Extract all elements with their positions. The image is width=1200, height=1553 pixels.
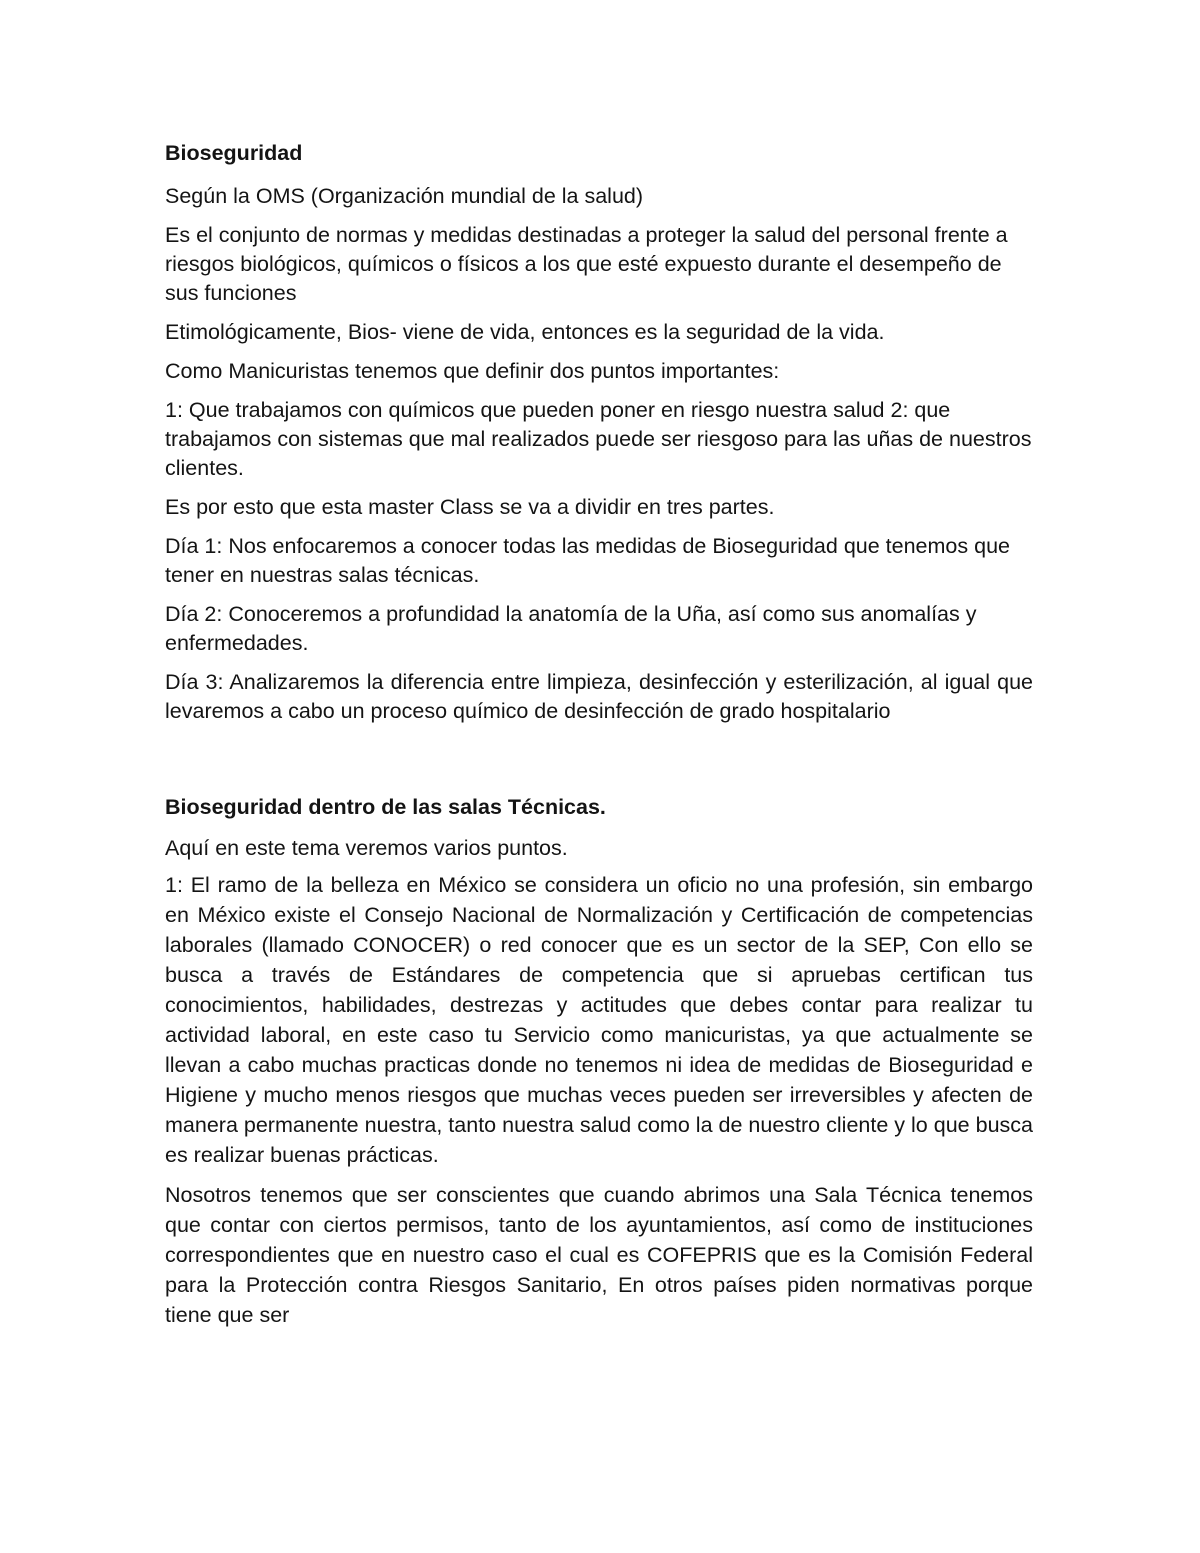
paragraph-definition: Es el conjunto de normas y medidas destinadas a proteger la salud del personal frente a riesgos biológicos, químicos o físicos a los que esté expuesto durante el desempeño de sus funciones bbox=[165, 223, 1008, 305]
paragraph-permits: Nosotros tenemos que ser conscientes que cuando abrimos una Sala Técnica tenemos que contar con ciertos permisos, tanto de los ayuntamientos, así como de instituciones correspondientes que en nuestro caso el cual es COFEPRIS que es la Comisión Federal para la Protección contra Riesgos Sanitario, En otros países piden normativas porque tiene que ser bbox=[165, 1183, 1033, 1327]
paragraph-day-2: Día 2: Conoceremos a profundidad la anatomía de la Uña, así como sus anomalías y enfermedades. bbox=[165, 602, 977, 655]
section-heading: Bioseguridad bbox=[165, 141, 303, 165]
paragraph-oms-source: Según la OMS (Organización mundial de la salud) bbox=[165, 184, 644, 208]
paragraph-day-1: Día 1: Nos enfocaremos a conocer todas las medidas de Bioseguridad que tenemos que tener en nuestras salas técnicas. bbox=[165, 534, 1010, 587]
paragraph-etymology: Etimológicamente, Bios- viene de vida, entonces es la seguridad de la vida. bbox=[165, 320, 885, 344]
section-salas-tecnicas bbox=[165, 792, 1033, 1330]
document-page bbox=[165, 138, 1033, 1340]
paragraph-day-3: Día 3: Analizaremos la diferencia entre limpieza, desinfección y esterilización, al igual que levaremos a cabo un proceso químico de desinfección de grado hospitalario bbox=[165, 670, 1033, 723]
paragraph-topic-intro: Aquí en este tema veremos varios puntos. bbox=[165, 836, 568, 860]
paragraph-point-1: 1: El ramo de la belleza en México se considera un oficio no una profesión, sin embargo en México existe el Consejo Nacional de Normalización y Certificación de competencias laborales (llamado CONOCER) o red conocer que es un sector de la SEP, Con ello se busca a través de Estándares de competencia que si apruebas certifican tus conocimientos, habilidades, destrezas y actitudes que debes contar para realizar tu actividad laboral, en este caso tu Servicio como manicuristas, ya que actualmente se llevan a cabo muchas practicas donde no tenemos ni idea de medidas de Bioseguridad e Higiene y mucho menos riesgos que muchas veces pueden ser irreversibles y afecten de manera permanente nuestra, tanto nuestra salud como la de nuestro cliente y lo que busca es realizar buenas prácticas. bbox=[165, 873, 1033, 1167]
paragraph-important-points-intro: Como Manicuristas tenemos que definir dos puntos importantes: bbox=[165, 359, 780, 383]
section-bioseguridad bbox=[165, 138, 1033, 726]
paragraph-masterclass-parts: Es por esto que esta master Class se va a dividir en tres partes. bbox=[165, 495, 775, 519]
paragraph-important-points: 1: Que trabajamos con químicos que pueden poner en riesgo nuestra salud 2: que trabajamos con sistemas que mal realizados puede ser riesgoso para las uñas de nuestros clientes. bbox=[165, 398, 1032, 480]
section-heading: Bioseguridad dentro de las salas Técnicas. bbox=[165, 795, 606, 819]
